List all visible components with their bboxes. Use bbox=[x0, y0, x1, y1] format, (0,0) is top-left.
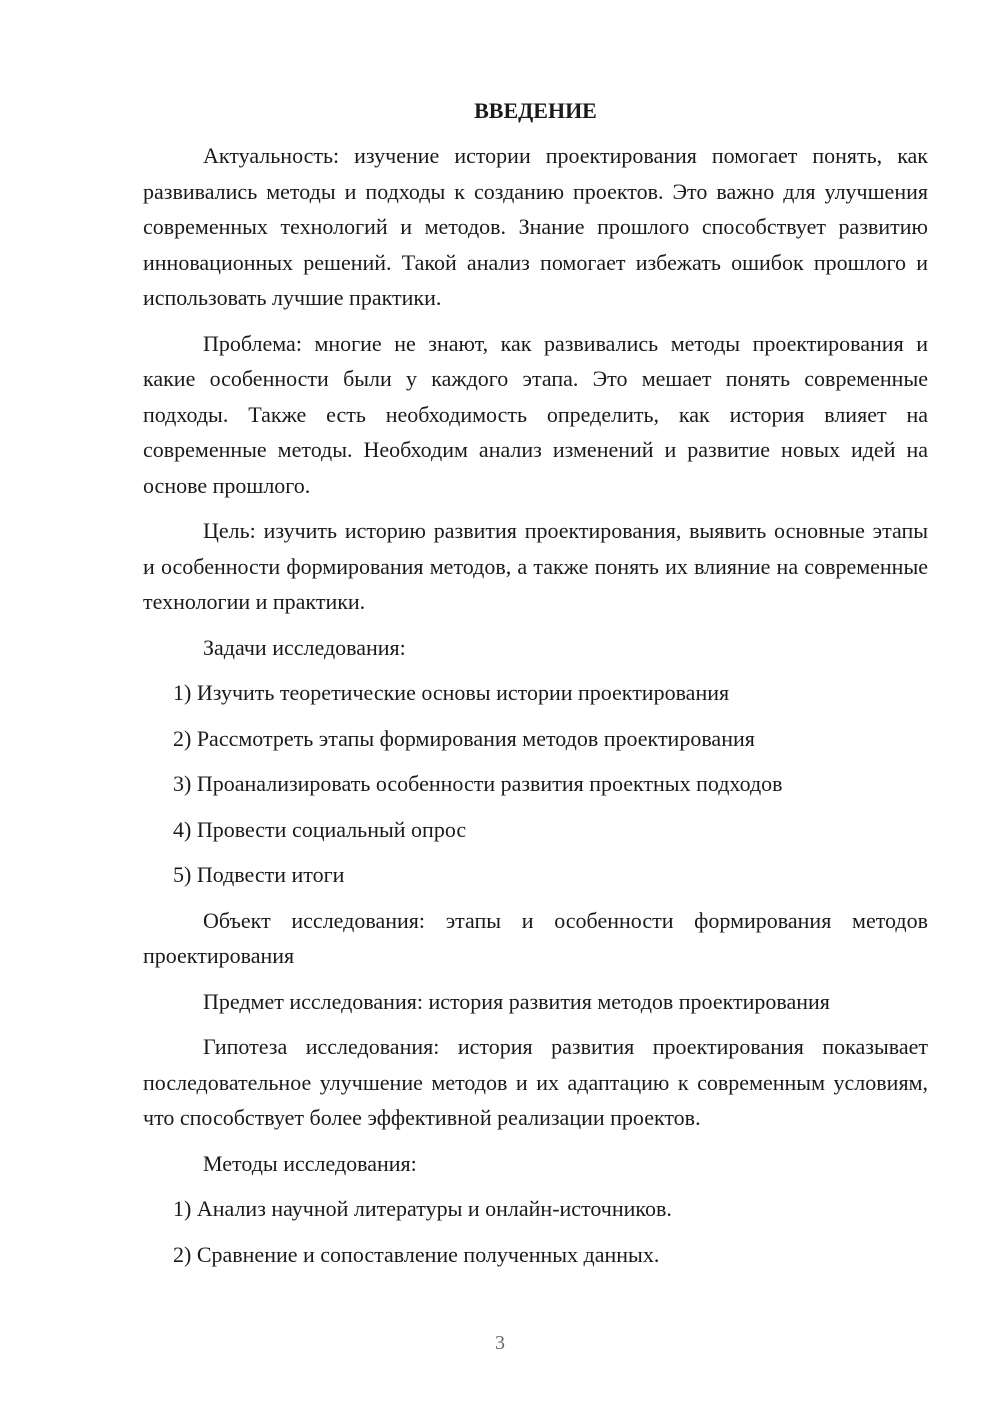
goal-paragraph: Цель: изучить историю развития проектирования, выявить основные этапы и особенности формирования методов, а также понять их влияние на современные технологии и практики. bbox=[143, 518, 928, 614]
problem-paragraph: Проблема: многие не знают, как развивались методы проектирования и какие особенности были у каждого этапа. Это мешает понять современные подходы. Также есть необходимость определить, как история влияет на современные методы. Необходим анализ изменений и развитие новых идей на основе прошлого. bbox=[143, 330, 928, 498]
document-page bbox=[143, 92, 928, 1282]
tasks-heading: Задачи исследования: bbox=[203, 634, 406, 660]
section-title: ВВЕДЕНИЕ bbox=[474, 98, 597, 123]
method-item-2: 2) Сравнение и сопоставление полученных данных. bbox=[173, 1241, 660, 1267]
object-paragraph: Объект исследования: этапы и особенности формирования методов проектирования bbox=[143, 907, 928, 968]
task-item-4: 4) Провести социальный опрос bbox=[173, 816, 467, 842]
method-item-1: 1) Анализ научной литературы и онлайн-источников. bbox=[173, 1196, 672, 1221]
task-item-2: 2) Рассмотреть этапы формирования методов проектирования bbox=[173, 725, 755, 751]
methods-heading: Методы исследования: bbox=[203, 1150, 417, 1176]
page-number: 3 bbox=[495, 1332, 505, 1354]
subject-paragraph: Предмет исследования: история развития методов проектирования bbox=[203, 988, 830, 1014]
task-item-1: 1) Изучить теоретические основы истории проектирования bbox=[173, 680, 730, 705]
relevance-paragraph: Актуальность: изучение истории проектирования помогает понять, как развивались методы и подходы к созданию проектов. Это важно для улучшения современных технологий и методов. Знание прошлого способствует развитию инновационных решений. Такой анализ помогает избежать ошибок прошлого и использовать лучшие практики. bbox=[143, 143, 928, 310]
hypothesis-paragraph: Гипотеза исследования: история развития проектирования показывает последовательное улучшение методов и их адаптацию к современным условиям, что способствует более эффективной реализации проектов. bbox=[143, 1034, 928, 1130]
task-item-3: 3) Проанализировать особенности развития проектных подходов bbox=[173, 771, 783, 796]
task-item-5: 5) Подвести итоги bbox=[173, 862, 345, 887]
